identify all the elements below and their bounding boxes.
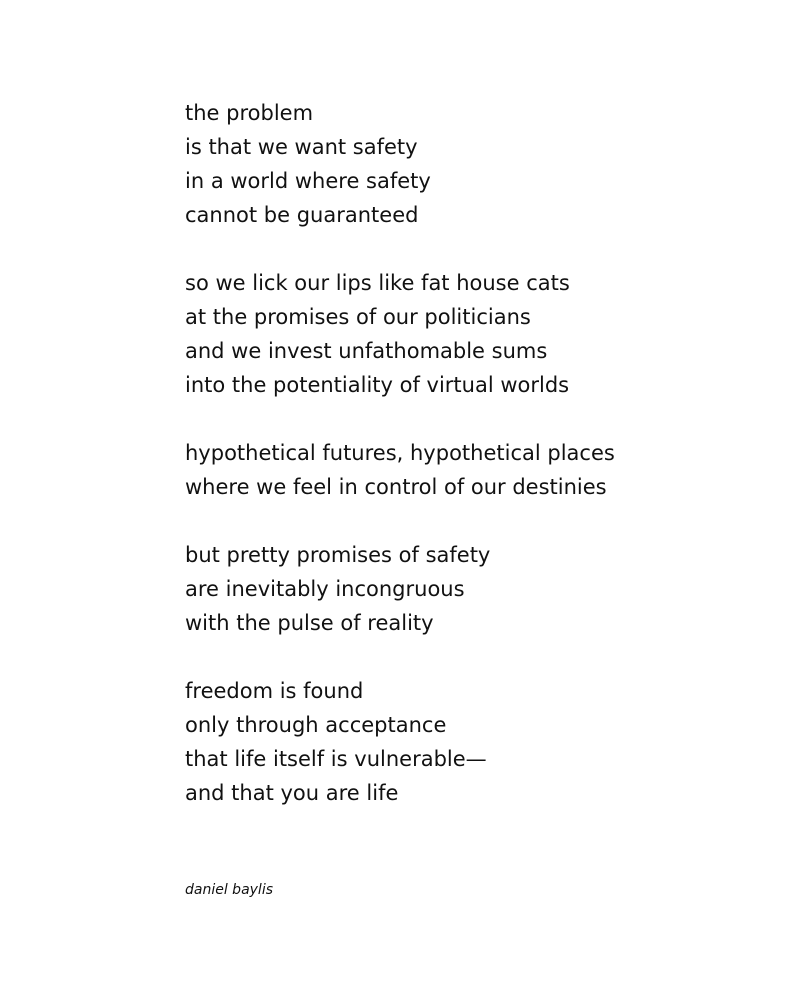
- poem-line: is that we want safety: [185, 135, 418, 159]
- poem-line: are inevitably incongruous: [185, 577, 465, 601]
- poem-line: so we lick our lips like fat house cats: [185, 271, 570, 295]
- poem-line: but pretty promises of safety: [185, 543, 491, 567]
- poem-line: hypothetical futures, hypothetical places: [185, 441, 615, 465]
- poem-line: with the pulse of reality: [185, 611, 434, 635]
- poem-line: where we feel in control of our destinies: [185, 475, 607, 499]
- author-signature: daniel baylis: [185, 882, 274, 898]
- poem-line: cannot be guaranteed: [185, 203, 419, 227]
- poem-line: the problem: [185, 101, 314, 125]
- stanza-2: [185, 266, 745, 402]
- poem-line: and that you are life: [185, 781, 399, 805]
- poem-line: at the promises of our politicians: [185, 305, 531, 329]
- poem-body: [185, 96, 745, 810]
- poem-line: freedom is found: [185, 679, 364, 703]
- stanza-5: [185, 674, 745, 810]
- poem-line: that life itself is vulnerable—: [185, 747, 487, 771]
- stanza-4: [185, 538, 745, 640]
- poem-line: in a world where safety: [185, 169, 431, 193]
- stanza-1: [185, 96, 745, 232]
- poem-line: into the potentiality of virtual worlds: [185, 373, 570, 397]
- stanza-3: [185, 436, 745, 504]
- poem-line: only through acceptance: [185, 713, 447, 737]
- poem-line: and we invest unfathomable sums: [185, 339, 548, 363]
